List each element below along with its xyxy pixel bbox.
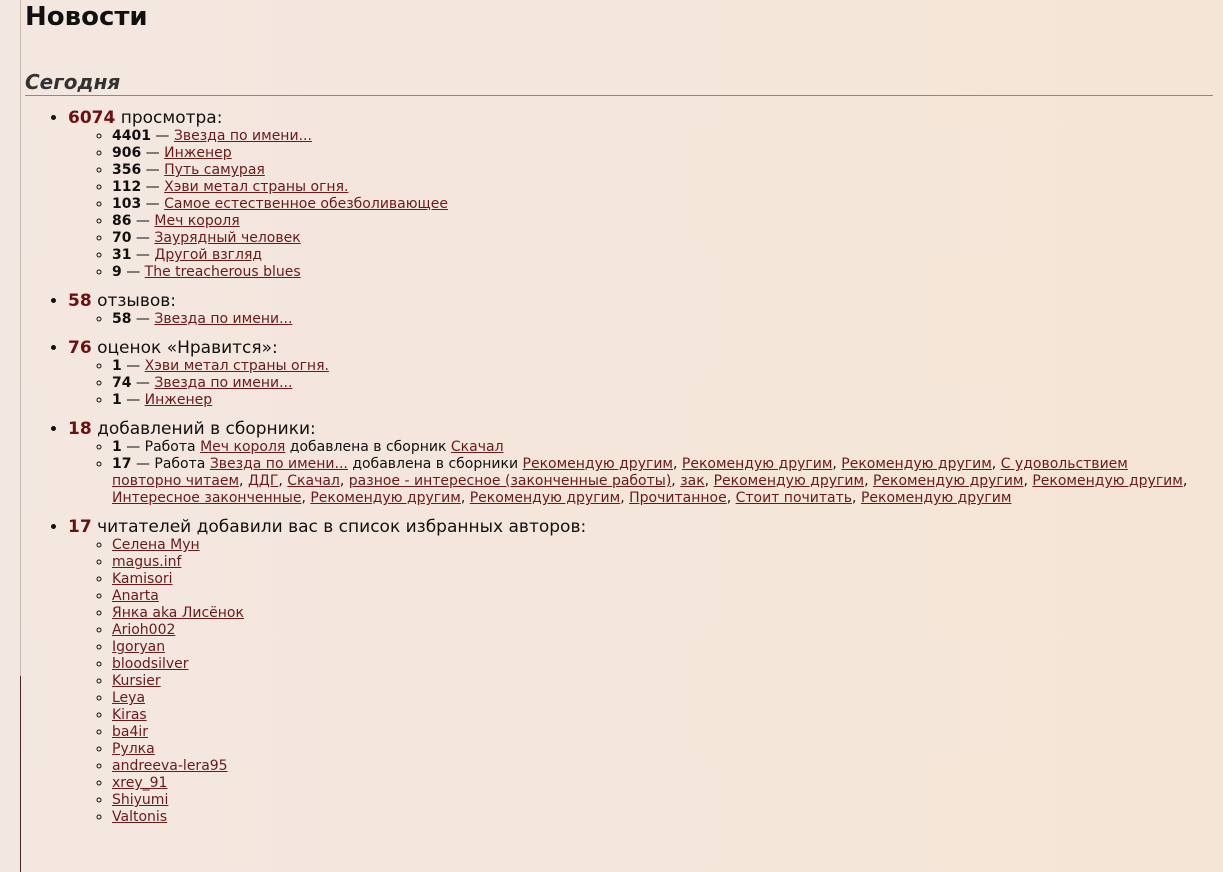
list-item bbox=[112, 758, 1213, 775]
added-text: добавлена в сборник bbox=[289, 439, 447, 455]
work-link[interactable]: Путь самурая bbox=[164, 162, 265, 178]
collection-link[interactable]: Рекомендую другим bbox=[310, 490, 461, 506]
user-link[interactable]: Янка aka Лисёнок bbox=[112, 605, 244, 621]
user-link[interactable]: Valtonis bbox=[112, 809, 168, 825]
collection-link[interactable]: Рекомендую другим bbox=[860, 490, 1012, 506]
list-item bbox=[112, 741, 1213, 758]
collection-link[interactable]: Прочитанное bbox=[629, 490, 727, 506]
work-link[interactable]: Хэви метал страны огня. bbox=[144, 358, 329, 374]
list-item bbox=[112, 724, 1213, 741]
item-count: 17 bbox=[112, 456, 132, 472]
collection-link[interactable]: Рекомендую другим bbox=[522, 456, 673, 472]
group-views bbox=[68, 108, 1213, 281]
collection-link[interactable]: Рекомендую другим bbox=[872, 473, 1024, 489]
page-title: Новости bbox=[25, 2, 148, 32]
item-count: 86 bbox=[112, 213, 132, 229]
collection-link[interactable]: Рекомендую другим bbox=[469, 490, 621, 506]
list-item bbox=[112, 605, 1213, 622]
group-fans bbox=[68, 517, 1213, 826]
list-item bbox=[112, 792, 1213, 809]
user-link[interactable]: xrey_91 bbox=[112, 775, 168, 791]
list-item: ◦ 356 — Путь самурая bbox=[112, 162, 1213, 179]
group-collections bbox=[68, 419, 1213, 507]
item-count: 9 bbox=[112, 264, 122, 280]
work-link[interactable]: Звезда по имени... bbox=[173, 128, 312, 144]
list-item: ◦ 86 — Меч короля bbox=[112, 213, 1213, 230]
list-item bbox=[112, 588, 1213, 605]
list-item bbox=[112, 690, 1213, 707]
list-item bbox=[112, 809, 1213, 826]
user-link[interactable]: Селена Мун bbox=[112, 537, 200, 553]
list-item bbox=[112, 439, 1213, 456]
collections-count: 18 bbox=[68, 419, 92, 439]
likes-label: оценок «Нравится»: bbox=[97, 338, 278, 358]
list-item: ◦ 31 — Другой взгляд bbox=[112, 247, 1213, 264]
section-title-today: Сегодня bbox=[25, 70, 1213, 96]
item-count: 4401 bbox=[112, 128, 151, 144]
work-link[interactable]: Инженер bbox=[164, 145, 232, 161]
list-item: ◦ 1 — Инженер bbox=[112, 392, 1213, 409]
dash: — bbox=[126, 439, 141, 455]
user-link[interactable]: andreeva-lera95 bbox=[112, 758, 228, 774]
list-item bbox=[112, 537, 1213, 554]
user-link[interactable]: Leya bbox=[112, 690, 146, 706]
reviews-count: 58 bbox=[68, 291, 92, 311]
collection-link[interactable]: Скачал bbox=[450, 439, 504, 455]
user-link[interactable]: Kursier bbox=[112, 673, 161, 689]
collection-link[interactable]: зак bbox=[680, 473, 705, 489]
item-count: 1 bbox=[112, 439, 122, 455]
fans-count: 17 bbox=[68, 517, 92, 537]
list-item bbox=[112, 554, 1213, 571]
list-item: ◦ 906 — Инженер bbox=[112, 145, 1213, 162]
collection-link[interactable]: Скачал bbox=[287, 473, 340, 489]
group-reviews bbox=[68, 291, 1213, 328]
item-count: 31 bbox=[112, 247, 132, 263]
item-count: 103 bbox=[112, 196, 142, 212]
collection-link[interactable]: Рекомендую другим bbox=[713, 473, 865, 489]
item-count: 906 bbox=[112, 145, 142, 161]
list-item: ◦ 70 — Заурядный человек bbox=[112, 230, 1213, 247]
item-count: 74 bbox=[112, 375, 132, 391]
collection-link[interactable]: разное - интересное (законченные работы) bbox=[348, 473, 672, 489]
list-item: ◦ 112 — Хэви метал страны огня. bbox=[112, 179, 1213, 196]
fans-label: читателей добавили вас в список избранных авторов: bbox=[97, 517, 587, 537]
work-link[interactable]: Звезда по имени... bbox=[154, 311, 293, 327]
list-item bbox=[112, 673, 1213, 690]
work-link[interactable]: The treacherous blues bbox=[144, 264, 301, 280]
user-link[interactable]: Рулка bbox=[112, 741, 155, 757]
group-likes bbox=[68, 338, 1213, 409]
work-link[interactable]: Заурядный человек bbox=[154, 230, 301, 246]
list-item: ◦ 74 — Звезда по имени... bbox=[112, 375, 1213, 392]
collection-link[interactable]: Рекомендую другим bbox=[841, 456, 992, 472]
list-item: ◦ 1 — Хэви метал страны огня. bbox=[112, 358, 1213, 375]
list-item bbox=[112, 656, 1213, 673]
list-item bbox=[112, 775, 1213, 792]
work-link[interactable]: Звезда по имени... bbox=[154, 375, 293, 391]
list-item bbox=[112, 707, 1213, 724]
user-link[interactable]: Arioh002 bbox=[112, 622, 176, 638]
views-list bbox=[68, 128, 1213, 281]
item-count: 356 bbox=[112, 162, 142, 178]
item-count: 1 bbox=[112, 358, 122, 374]
views-count: 6074 bbox=[68, 108, 116, 128]
views-label: просмотра: bbox=[120, 108, 223, 128]
work-prefix: Работа bbox=[154, 456, 206, 472]
added-text: добавлена в сборники bbox=[352, 456, 519, 472]
user-link[interactable]: Kiras bbox=[112, 707, 147, 723]
work-link[interactable]: Другой взгляд bbox=[154, 247, 263, 263]
work-prefix: Работа bbox=[144, 439, 196, 455]
dash: — bbox=[135, 456, 150, 472]
user-link[interactable]: Igoryan bbox=[112, 639, 166, 655]
item-count: 1 bbox=[112, 392, 122, 408]
likes-list bbox=[68, 358, 1213, 409]
work-link[interactable]: Меч короля bbox=[200, 439, 286, 455]
reviews-list bbox=[68, 311, 1213, 328]
list-item bbox=[112, 639, 1213, 656]
user-link[interactable]: ba4ir bbox=[112, 724, 149, 740]
user-link[interactable]: Shiyumi bbox=[112, 792, 169, 808]
collection-link[interactable]: ДДГ bbox=[247, 473, 279, 489]
work-link[interactable]: Инженер bbox=[144, 392, 213, 408]
collection-link[interactable]: С удовольствием повторно читаем bbox=[112, 456, 1128, 489]
list-item: ◦ 58 — Звезда по имени... bbox=[112, 311, 1213, 328]
collections-list bbox=[68, 439, 1213, 507]
user-link[interactable]: magus.inf bbox=[112, 554, 182, 570]
item-count: 112 bbox=[112, 179, 142, 195]
collections-label: добавлений в сборники: bbox=[97, 419, 316, 439]
user-link[interactable]: bloodsilver bbox=[112, 656, 189, 672]
list-item: ◦ 4401 — Звезда по имени... bbox=[112, 128, 1213, 145]
left-border-accent bbox=[20, 676, 21, 872]
list-item bbox=[112, 571, 1213, 588]
likes-count: 76 bbox=[68, 338, 92, 358]
collection-link[interactable]: Интересное законченные bbox=[112, 490, 302, 506]
work-link[interactable]: Звезда по имени... bbox=[209, 456, 348, 472]
work-link[interactable]: Самое естественное обезболивающее bbox=[164, 196, 448, 212]
item-count: 58 bbox=[112, 311, 132, 327]
fans-list bbox=[68, 537, 1213, 826]
list-item bbox=[112, 622, 1213, 639]
news-groups bbox=[25, 108, 1213, 826]
collection-link[interactable]: Рекомендую другим bbox=[1032, 473, 1183, 489]
reviews-label: отзывов: bbox=[97, 291, 177, 311]
list-item: ◦ 9 — The treacherous blues bbox=[112, 264, 1213, 281]
collection-link[interactable]: Рекомендую другим bbox=[681, 456, 833, 472]
user-link[interactable]: Kamisori bbox=[112, 571, 173, 587]
news-content bbox=[25, 0, 1213, 836]
list-item: ◦ 103 — Самое естественное обезболивающее bbox=[112, 196, 1213, 213]
user-link[interactable]: Anarta bbox=[112, 588, 159, 604]
collection-link[interactable]: Стоит почитать bbox=[735, 490, 853, 506]
item-count: 70 bbox=[112, 230, 132, 246]
work-link[interactable]: Хэви метал страны огня. bbox=[164, 179, 349, 195]
list-item: ◦ 17 — Работа Звезда по имени... добавлена в сборники Рекомендую другим, Рекомендую другим, Рекомендую другим, С удовольствием повторно читаем, ДДГ, Скачал, разное - интересное (законченные работы), зак, Рекомендую другим, Рекомендую другим, Рекомендую другим, Интересное законченные, Рекомендую другим, Рекомендую другим, Прочитанное, Стоит почитать, Рекомендую другим bbox=[112, 456, 1192, 507]
work-link[interactable]: Меч короля bbox=[154, 213, 240, 229]
